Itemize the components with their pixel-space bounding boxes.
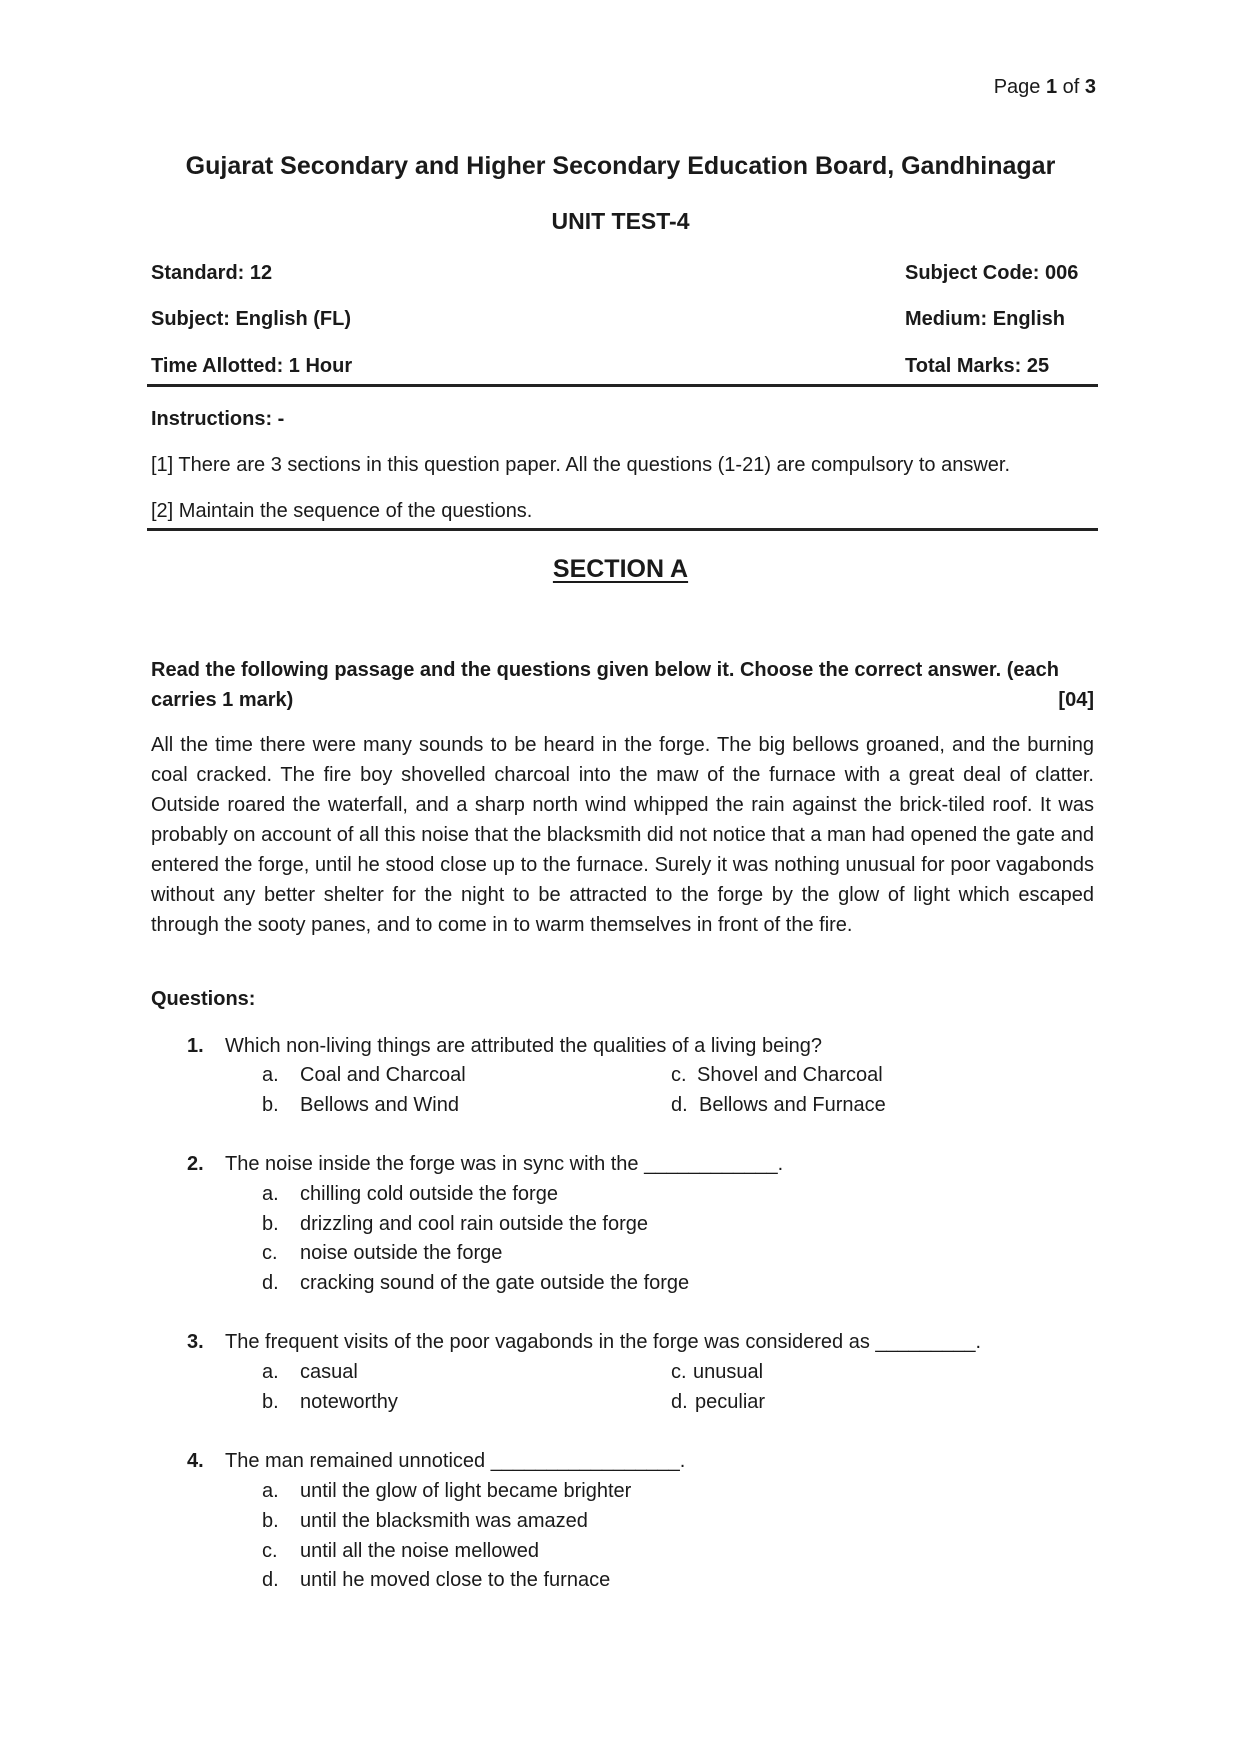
option (262, 1272, 689, 1295)
directive-line: Read the following passage and the questions given below it. Choose the correct answer. (each (151, 659, 1059, 681)
option-letter: d. (671, 1094, 688, 1116)
option-letter: d. (262, 1569, 279, 1591)
option-text: unusual (693, 1361, 764, 1383)
test-title: UNIT TEST-4 (551, 208, 690, 234)
option-text: drizzling and cool rain outside the forge (300, 1213, 648, 1235)
medium-label: Medium: English (905, 308, 1065, 330)
page-total: 3 (1084, 76, 1096, 98)
question-text: The noise inside the forge was in sync with the ____________. (225, 1153, 784, 1175)
standard-label: Standard: 12 (151, 262, 273, 284)
question-number: 4. (187, 1450, 204, 1472)
option (262, 1391, 398, 1414)
option-letter: a. (262, 1361, 279, 1383)
option-letter: a. (262, 1480, 279, 1502)
option (671, 1391, 765, 1414)
option (262, 1361, 358, 1384)
option-text: until all the noise mellowed (300, 1540, 540, 1562)
option (262, 1540, 539, 1563)
questions-title: Questions: (151, 988, 256, 1010)
question-text: The man remained unnoticed _________________. (225, 1450, 686, 1472)
option-letter: c. (671, 1064, 687, 1086)
page-current: 1 (1045, 76, 1058, 98)
option (671, 1064, 883, 1087)
option (262, 1064, 466, 1087)
page-mid: of (1057, 76, 1085, 98)
option-text: Bellows and Furnace (699, 1094, 886, 1116)
option-letter: c. (262, 1540, 278, 1562)
option-letter: c. (671, 1361, 687, 1383)
option-letter: a. (262, 1183, 279, 1205)
option-letter: c. (262, 1242, 278, 1264)
option (671, 1361, 763, 1384)
directive-row (151, 685, 1094, 715)
option-text: until the glow of light became brighter (300, 1480, 632, 1502)
option-text: cracking sound of the gate outside the forge (300, 1272, 690, 1294)
option-text: peculiar (695, 1391, 766, 1413)
section-title-text: SECTION A (552, 555, 689, 583)
instruction-item: [2] Maintain the sequence of the questions. (151, 500, 533, 522)
passage: All the time there were many sounds to be heard in the forge. The big bellows groaned, and the burning coal cracked. The fire boy shovelled charcoal into the maw of the furnace with a great deal of clatter. Outside roared the waterfall, and a sharp north wind whipped the rain against the brick-tiled roof. It was probably on account of all this noise that the blacksmith did not notice that a man had opened the gate and entered the forge, until he stood close up to the furnace. Surely it was nothing unusual for poor vagabonds without any better shelter for the night to be attracted to the forge by the glow of light which escaped through the sooty panes, and to come in to warm themselves in front of the fire. (151, 734, 1094, 936)
question-number: 3. (187, 1331, 204, 1353)
section-title (0, 555, 1241, 584)
directive-line: carries 1 mark) (151, 689, 294, 711)
marks-label: Total Marks: 25 (905, 355, 1050, 377)
option-letter: b. (262, 1391, 279, 1413)
option-letter: d. (262, 1272, 279, 1294)
subject-code-label: Subject Code: 006 (905, 262, 1079, 284)
instruction-item: [1] There are 3 sections in this question paper. All the questions (1-21) are compulsory to answer. (151, 454, 1010, 476)
option-text: noteworthy (300, 1391, 398, 1413)
option-letter: d. (671, 1391, 688, 1413)
option-text: until he moved close to the furnace (300, 1569, 611, 1591)
directive-marks: [04] (1058, 689, 1094, 711)
question-number: 2. (187, 1153, 204, 1175)
option (671, 1094, 886, 1117)
instructions-title: Instructions: - (151, 408, 285, 430)
option-letter: b. (262, 1213, 279, 1235)
question-number: 1. (187, 1035, 204, 1057)
option-text: Shovel and Charcoal (697, 1064, 883, 1086)
option-text: Bellows and Wind (300, 1094, 459, 1116)
section-directive (151, 655, 1094, 715)
option-text: Coal and Charcoal (300, 1064, 466, 1086)
option-letter: a. (262, 1064, 279, 1086)
subject-label: Subject: English (FL) (151, 308, 351, 330)
option (262, 1213, 648, 1236)
option-letter: b. (262, 1094, 279, 1116)
board-title: Gujarat Secondary and Higher Secondary Education Board, Gandhinagar (185, 152, 1056, 180)
page-number (994, 76, 1096, 99)
question-text: The frequent visits of the poor vagabonds in the forge was considered as _________. (225, 1331, 982, 1353)
option (262, 1242, 502, 1265)
question-text: Which non-living things are attributed the qualities of a living being? (225, 1035, 823, 1057)
option-letter: b. (262, 1510, 279, 1532)
option-text: until the blacksmith was amazed (300, 1510, 588, 1532)
option (262, 1094, 459, 1117)
option (262, 1569, 610, 1592)
option (262, 1183, 558, 1206)
option-text: chilling cold outside the forge (300, 1183, 558, 1205)
option (262, 1510, 588, 1533)
option (262, 1480, 631, 1503)
time-label: Time Allotted: 1 Hour (151, 355, 353, 377)
divider (147, 528, 1098, 531)
divider (147, 384, 1098, 387)
page-prefix: Page (993, 76, 1046, 98)
option-text: noise outside the forge (300, 1242, 503, 1264)
option-text: casual (300, 1361, 358, 1383)
